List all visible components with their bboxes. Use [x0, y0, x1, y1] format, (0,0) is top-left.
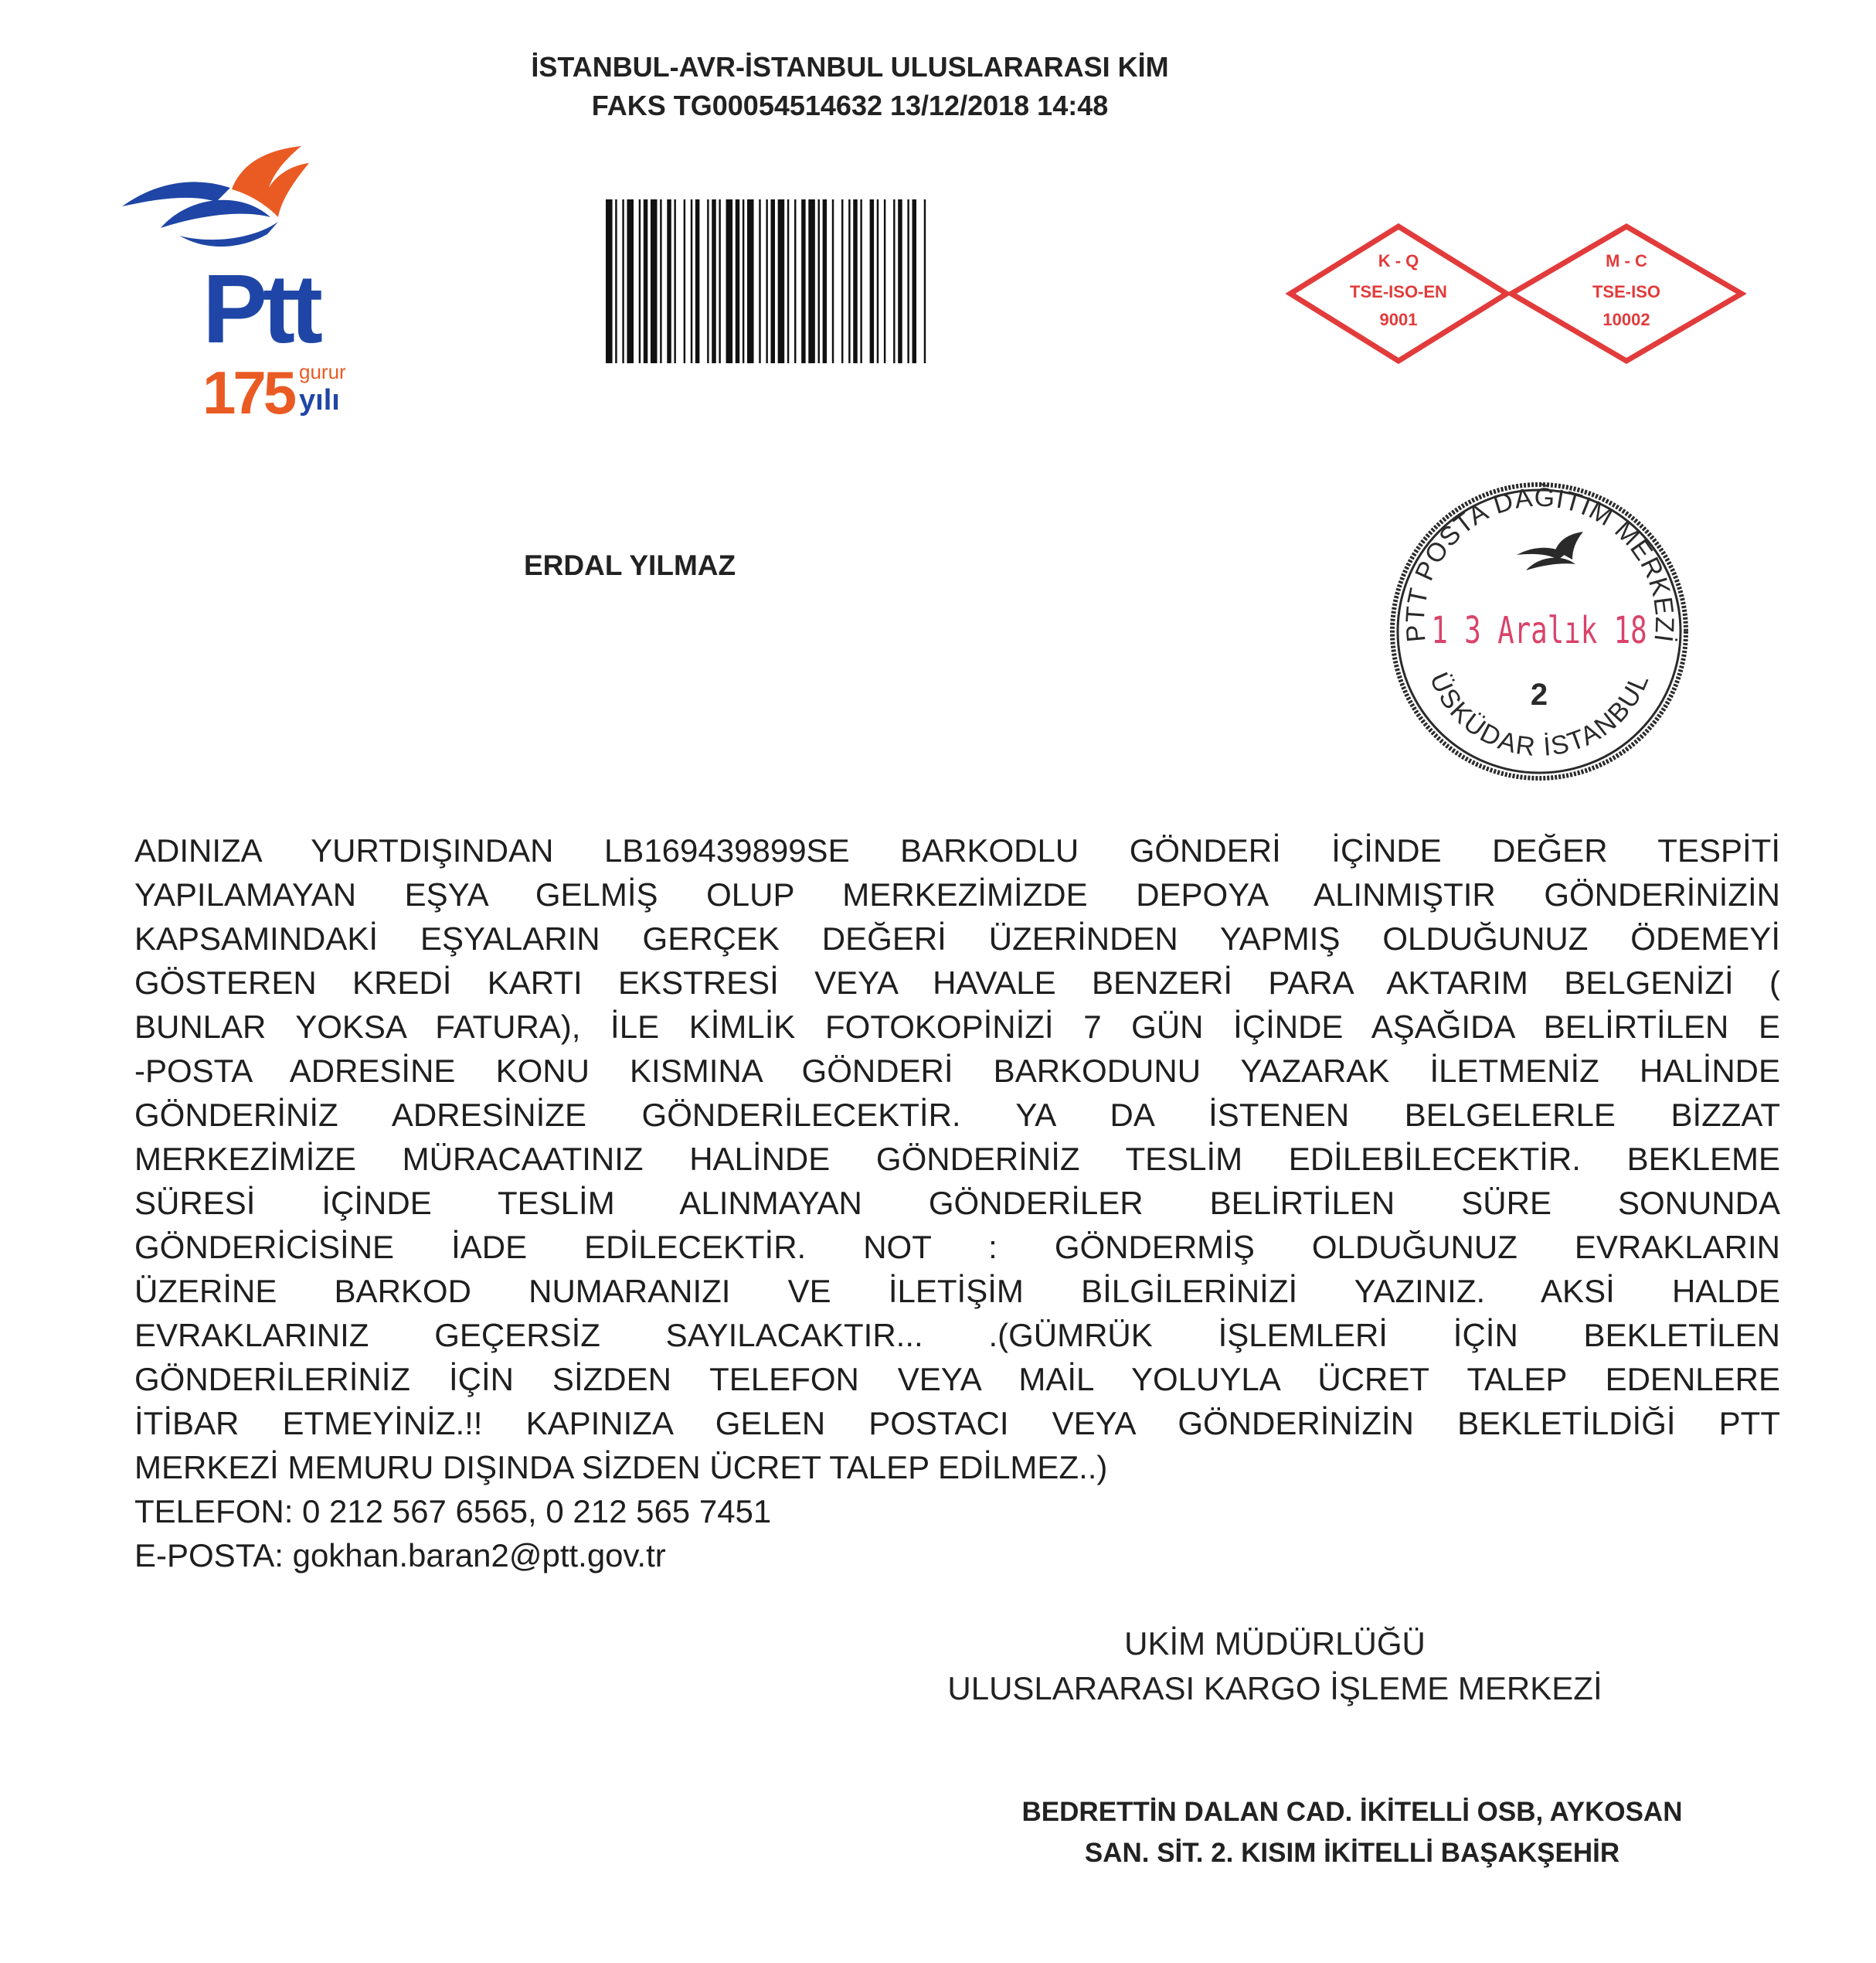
signature-block	[850, 1621, 1700, 1711]
barcode-bar	[860, 199, 862, 363]
ptt-bird-icon	[122, 146, 309, 247]
body-line: -POSTA ADRESİNE KONU KISMINA GÖNDERİ BARKODUNU YAZARAK İLETMENİZ HALİNDE	[134, 1053, 1780, 1089]
barcode-bar	[639, 199, 641, 363]
barcode-bar	[707, 199, 709, 363]
body-line: İTİBAR ETMEYİNİZ.!! KAPINIZA GELEN POSTACI VEYA GÖNDERİNİZİN BEKLETİLDİĞİ PTT	[134, 1405, 1780, 1441]
ptt-anniversary-number: 175	[202, 359, 294, 427]
contact-email: E-POSTA: gokhan.baran2@ptt.gov.tr	[134, 1537, 666, 1573]
iso-10002-badge	[1511, 226, 1742, 361]
barcode-bar	[832, 199, 834, 363]
barcode-bar	[870, 199, 875, 363]
notice-body	[134, 828, 1780, 1577]
barcode-bar	[759, 199, 760, 363]
body-line: ÜZERİNE BARKOD NUMARANIZI VE İLETİŞİM BİLGİLERİNİZİ YAZINIZ. AKSİ HALDE	[134, 1273, 1780, 1309]
body-line: KAPSAMINDAKİ EŞYALARIN GERÇEK DEĞERİ ÜZERİNDEN YAPMIŞ OLDUĞUNUZ ÖDEMEYİ	[134, 920, 1780, 957]
barcode-bar	[627, 199, 634, 363]
barcode-bar	[913, 199, 917, 363]
ptt-tag-top: gurur	[299, 360, 346, 383]
barcode-bar	[818, 199, 820, 363]
body-line: MERKEZİ MEMURU DIŞINDA SİZDEN ÜCRET TALEP EDİLMEZ..)	[134, 1449, 1108, 1485]
barcode-bar	[622, 199, 624, 363]
barcode-bar	[674, 199, 675, 363]
iso-10002-line3: 10002	[1602, 310, 1650, 329]
shipment-barcode	[604, 199, 1083, 363]
body-line: EVRAKLARINIZ GEÇERSİZ SAYILACAKTIR... .(GÜMRÜK İŞLEMLERİ İÇİN BEKLETİLEN	[134, 1317, 1780, 1353]
body-line: SÜRESİ İÇİNDE TESLİM ALINMAYAN GÖNDERİLER BELİRTİLEN SÜRE SONUNDA	[134, 1185, 1780, 1221]
barcode-bar	[667, 199, 671, 363]
barcode-bar	[893, 199, 895, 363]
barcode-bar	[651, 199, 658, 363]
contact-phone: TELEFON: 0 212 567 6565, 0 212 565 7451	[134, 1493, 772, 1529]
barcode-bar	[719, 199, 720, 363]
barcode-bar	[884, 199, 885, 363]
barcode-bar	[684, 199, 685, 363]
barcode-bar	[726, 199, 733, 363]
barcode-bar	[691, 199, 692, 363]
signature-department: UKİM MÜDÜRLÜĞÜ	[1124, 1625, 1426, 1662]
iso-9001-badge	[1290, 226, 1507, 361]
barcode-bar	[771, 199, 776, 363]
postmark-bird-icon	[1517, 532, 1583, 570]
iso-10002-line1: M - C	[1606, 251, 1647, 270]
barcode-bar	[644, 199, 648, 363]
body-line: BUNLAR YOKSA FATURA), İLE KİMLİK FOTOKOPİNİZİ 7 GÜN İÇİNDE AŞAĞIDA BELİRTİLEN E	[134, 1009, 1780, 1045]
body-line: ADINIZA YURTDIŞINDAN LB169439899SE BARKODLU GÖNDERİ İÇİNDE DEĞER TESPİTİ	[134, 832, 1780, 869]
postmark-arc-bottom: ÜSKÜDAR İSTANBUL	[1423, 668, 1656, 763]
iso-9001-line1: K - Q	[1378, 251, 1419, 270]
barcode-bar	[778, 199, 785, 363]
postmark-number: 2	[1530, 678, 1548, 712]
header-office-line: İSTANBUL-AVR-İSTANBUL ULUSLARARASI KİM	[531, 51, 1169, 83]
body-line: MERKEZİMİZE MÜRACAATINIZ HALİNDE GÖNDERİNİZ TESLİM EDİLEBİLECEKTİR. BEKLEME	[134, 1141, 1780, 1177]
barcode-bar	[898, 199, 902, 363]
barcode-bar	[712, 199, 716, 363]
iso-9001-line3: 9001	[1379, 310, 1418, 329]
header-fax-line: FAKS TG00054514632 13/12/2018 14:48	[591, 90, 1109, 121]
barcode-bar	[823, 199, 828, 363]
barcode-bar	[848, 199, 850, 363]
iso-9001-line2: TSE-ISO-EN	[1350, 282, 1447, 301]
barcode-bar	[787, 199, 789, 363]
barcode-bar	[695, 199, 700, 363]
barcode-bar	[841, 199, 843, 363]
ptt-logo	[116, 143, 363, 437]
barcode-bar	[877, 199, 879, 363]
iso-10002-line2: TSE-ISO	[1592, 282, 1661, 301]
body-line: GÖNDERİLERİNİZ İÇİN SİZDEN TELEFON VEYA MAİL YOLUYLA ÜCRET TALEP EDENLERE	[134, 1361, 1780, 1397]
barcode-bar	[907, 199, 909, 363]
barcode-bar	[747, 199, 754, 363]
barcode-bar	[660, 199, 661, 363]
iso-certification-badges	[1283, 220, 1746, 367]
barcode-bar	[794, 199, 796, 363]
footer-address-line1: BEDRETTİN DALAN CAD. İKİTELLİ OSB, AYKOSAN	[1021, 1797, 1683, 1827]
footer-address	[889, 1791, 1816, 1873]
recipient-name: ERDAL YILMAZ	[524, 549, 736, 581]
body-line: YAPILAMAYAN EŞYA GELMİŞ OLUP MERKEZİMİZDE DEPOYA ALINMIŞTIR GÖNDERİNİZİN	[134, 876, 1780, 913]
document-header	[0, 48, 1700, 125]
body-line: GÖSTEREN KREDİ KARTI EKSTRESİ VEYA HAVALE BENZERİ PARA AKTARIM BELGENİZİ (	[134, 964, 1780, 1001]
barcode-bar	[808, 199, 815, 363]
postmark-date: 1 3 Aralık 18	[1431, 609, 1647, 653]
barcode-bar	[924, 199, 926, 363]
body-line: GÖNDERİCİSİNE İADE EDİLECEKTİR. NOT : GÖNDERMİŞ OLDUĞUNUZ EVRAKLARIN	[134, 1229, 1780, 1265]
footer-address-line2: SAN. SİT. 2. KISIM İKİTELLİ BAŞAKŞEHİR	[1084, 1838, 1620, 1868]
barcode-bar	[615, 199, 617, 363]
barcode-bar	[606, 199, 613, 363]
barcode-bar	[736, 199, 740, 363]
body-line: GÖNDERİNİZ ADRESİNİZE GÖNDERİLECEKTİR. YA DA İSTENEN BELGELERLE BİZZAT	[134, 1097, 1780, 1133]
ptt-brand-text: Ptt	[202, 254, 318, 363]
barcode-bar	[801, 199, 806, 363]
barcode-bar	[853, 199, 858, 363]
signature-center: ULUSLARARASI KARGO İŞLEME MERKEZİ	[947, 1670, 1602, 1706]
postmark-stamp	[1387, 479, 1692, 784]
barcode-bar	[766, 199, 767, 363]
postmark-arc-top: PTT POSTA DAĞITIM MERKEZİ	[1400, 482, 1680, 645]
barcode-bar	[743, 199, 744, 363]
ptt-tag-bottom: yılı	[299, 384, 340, 417]
